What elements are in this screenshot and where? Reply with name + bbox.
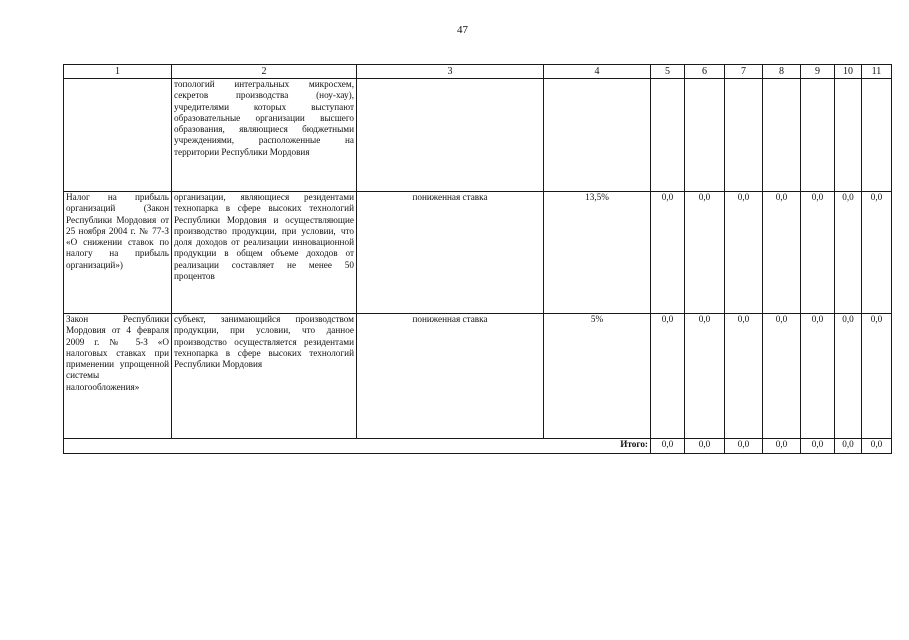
column-header-7: 7 [725,65,763,79]
value-cell: 0,0 [862,314,892,439]
value-cell: 0,0 [651,192,685,314]
column-header-row [64,65,892,79]
total-label: Итого: [64,439,651,454]
table-row [64,314,892,439]
law-cell: Налог на прибыль организаций (Закон Республики Мордовия от 25 ноября 2004 г. № 77-З «О снижении ставок по налогу на прибыль организаций») [64,192,172,314]
table-row [64,79,892,192]
value-cell: 0,0 [763,314,801,439]
column-header-1: 1 [64,65,172,79]
benefit-type-cell [357,79,544,192]
value-cell: 0,0 [835,314,862,439]
table-row [64,192,892,314]
total-value-cell: 0,0 [801,439,835,454]
law-cell [64,79,172,192]
column-header-5: 5 [651,65,685,79]
total-value-cell: 0,0 [862,439,892,454]
total-value-cell: 0,0 [685,439,725,454]
value-cell [685,79,725,192]
value-cell: 0,0 [801,314,835,439]
value-cell [862,79,892,192]
total-value-cell: 0,0 [651,439,685,454]
total-value-cell: 0,0 [763,439,801,454]
value-cell: 0,0 [651,314,685,439]
value-cell [651,79,685,192]
total-value-cell: 0,0 [835,439,862,454]
law-cell: Закон Республики Мордовия от 4 февраля 2009 г. № 5-З «О налоговых ставках при применении упрощенной системы налогообложения» [64,314,172,439]
tax-benefits-table [63,64,892,454]
total-row [64,439,892,454]
value-cell: 0,0 [725,314,763,439]
recipient-cell: организации, являющиеся резидентами технопарка в сфере высоких технологий Республики Мордовия и осуществляющие производство продукции, при условии, что доля доходов от реализации инновационной продукции в общем объеме доходов от реализации составляет не менее 50 процентов [172,192,357,314]
benefit-type-cell: пониженная ставка [357,192,544,314]
benefit-type-cell: пониженная ставка [357,314,544,439]
value-cell [763,79,801,192]
column-header-9: 9 [801,65,835,79]
column-header-8: 8 [763,65,801,79]
recipient-cell: топологий интегральных микросхем, секретов производства (ноу-хау), учредителями которых выступают образовательные организации высшего образования, являющиеся бюджетными учреждениями, расположенные на территории Республики Мордовия [172,79,357,192]
value-cell [801,79,835,192]
value-cell [725,79,763,192]
column-header-4: 4 [544,65,651,79]
value-cell: 0,0 [801,192,835,314]
value-cell: 0,0 [862,192,892,314]
value-cell: 0,0 [725,192,763,314]
column-header-3: 3 [357,65,544,79]
value-cell: 0,0 [685,314,725,439]
column-header-2: 2 [172,65,357,79]
column-header-6: 6 [685,65,725,79]
value-cell [835,79,862,192]
value-cell: 0,0 [835,192,862,314]
recipient-cell: субъект, занимающийся производством продукции, при условии, что данное производство осуществляется резидентами технопарка в сфере высоких технологий Республики Мордовия [172,314,357,439]
total-value-cell: 0,0 [725,439,763,454]
column-header-10: 10 [835,65,862,79]
page-number: 47 [457,24,468,36]
value-cell: 0,0 [763,192,801,314]
rate-cell [544,79,651,192]
rate-cell: 13,5% [544,192,651,314]
rate-cell: 5% [544,314,651,439]
column-header-11: 11 [862,65,892,79]
value-cell: 0,0 [685,192,725,314]
